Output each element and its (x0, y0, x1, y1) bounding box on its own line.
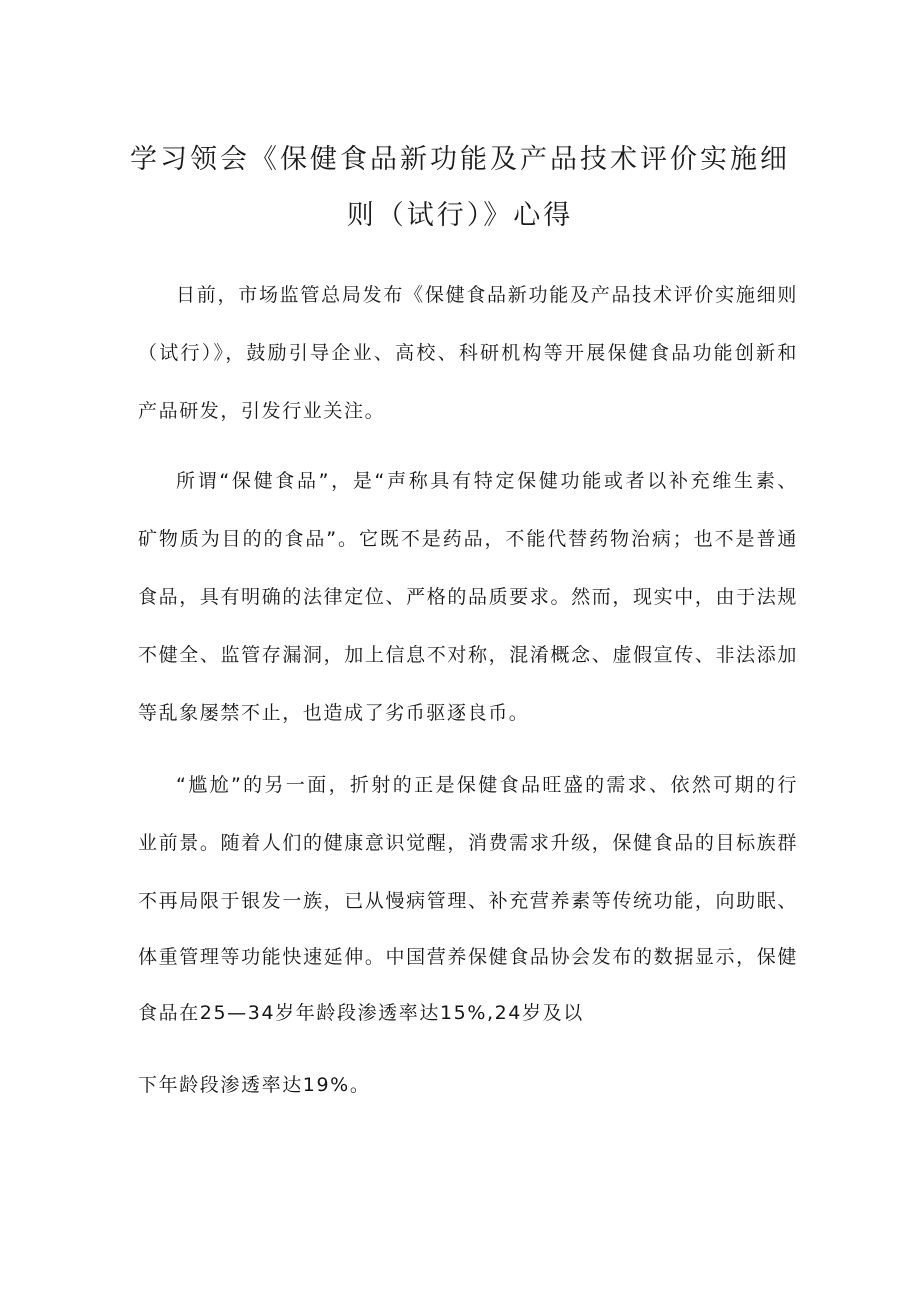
paragraph-2-line-4: 不健全、监管存漏洞，加上信息不对称，混淆概念、虚假宣传、非法添加 (138, 644, 798, 666)
paragraph-1-line-2: （试行）》，鼓励引导企业、高校、科研机构等开展保健食品功能创新和 (138, 342, 798, 364)
paragraph-2-line-2: 矿物质为目的的食品”。它既不是药品，不能代替药物治病；也不是普通 (138, 528, 798, 550)
document-title-line-2: 则（试行）》心得 (346, 200, 574, 231)
document-title-line-1: 学习领会《保健食品新功能及产品技术评价实施细 (130, 144, 790, 175)
paragraph-1-line-3: 产品研发，引发行业关注。 (138, 400, 386, 422)
paragraph-2-line-5: 等乱象屡禁不止，也造成了劣币驱逐良币。 (138, 702, 530, 724)
paragraph-3-line-2: 业前景。随着人们的健康意识觉醒，消费需求升级，保健食品的目标族群 (138, 832, 798, 854)
paragraph-2-line-1: 所谓“保健食品”，是“声称具有特定保健功能或者以补充维生素、 (176, 470, 798, 492)
paragraph-3-line-3: 不再局限于银发一族，已从慢病管理、补充营养素等传统功能，向助眠、 (138, 890, 798, 912)
paragraph-2-line-3: 食品，具有明确的法律定位、严格的品质要求。然而，现实中，由于法规 (138, 586, 798, 608)
paragraph-3-line-5: 食品在25—34岁年龄段渗透率达15%,24岁及以 (138, 1002, 584, 1024)
paragraph-1-line-1: 日前，市场监管总局发布《保健食品新功能及产品技术评价实施细则 (176, 284, 798, 306)
paragraph-3-line-1: “尴尬”的另一面，折射的正是保健食品旺盛的需求、依然可期的行 (176, 774, 798, 796)
paragraph-3-line-4: 体重管理等功能快速延伸。中国营养保健食品协会发布的数据显示，保健 (138, 946, 798, 968)
paragraph-4-line-1: 下年龄段渗透率达19%。 (138, 1074, 371, 1096)
